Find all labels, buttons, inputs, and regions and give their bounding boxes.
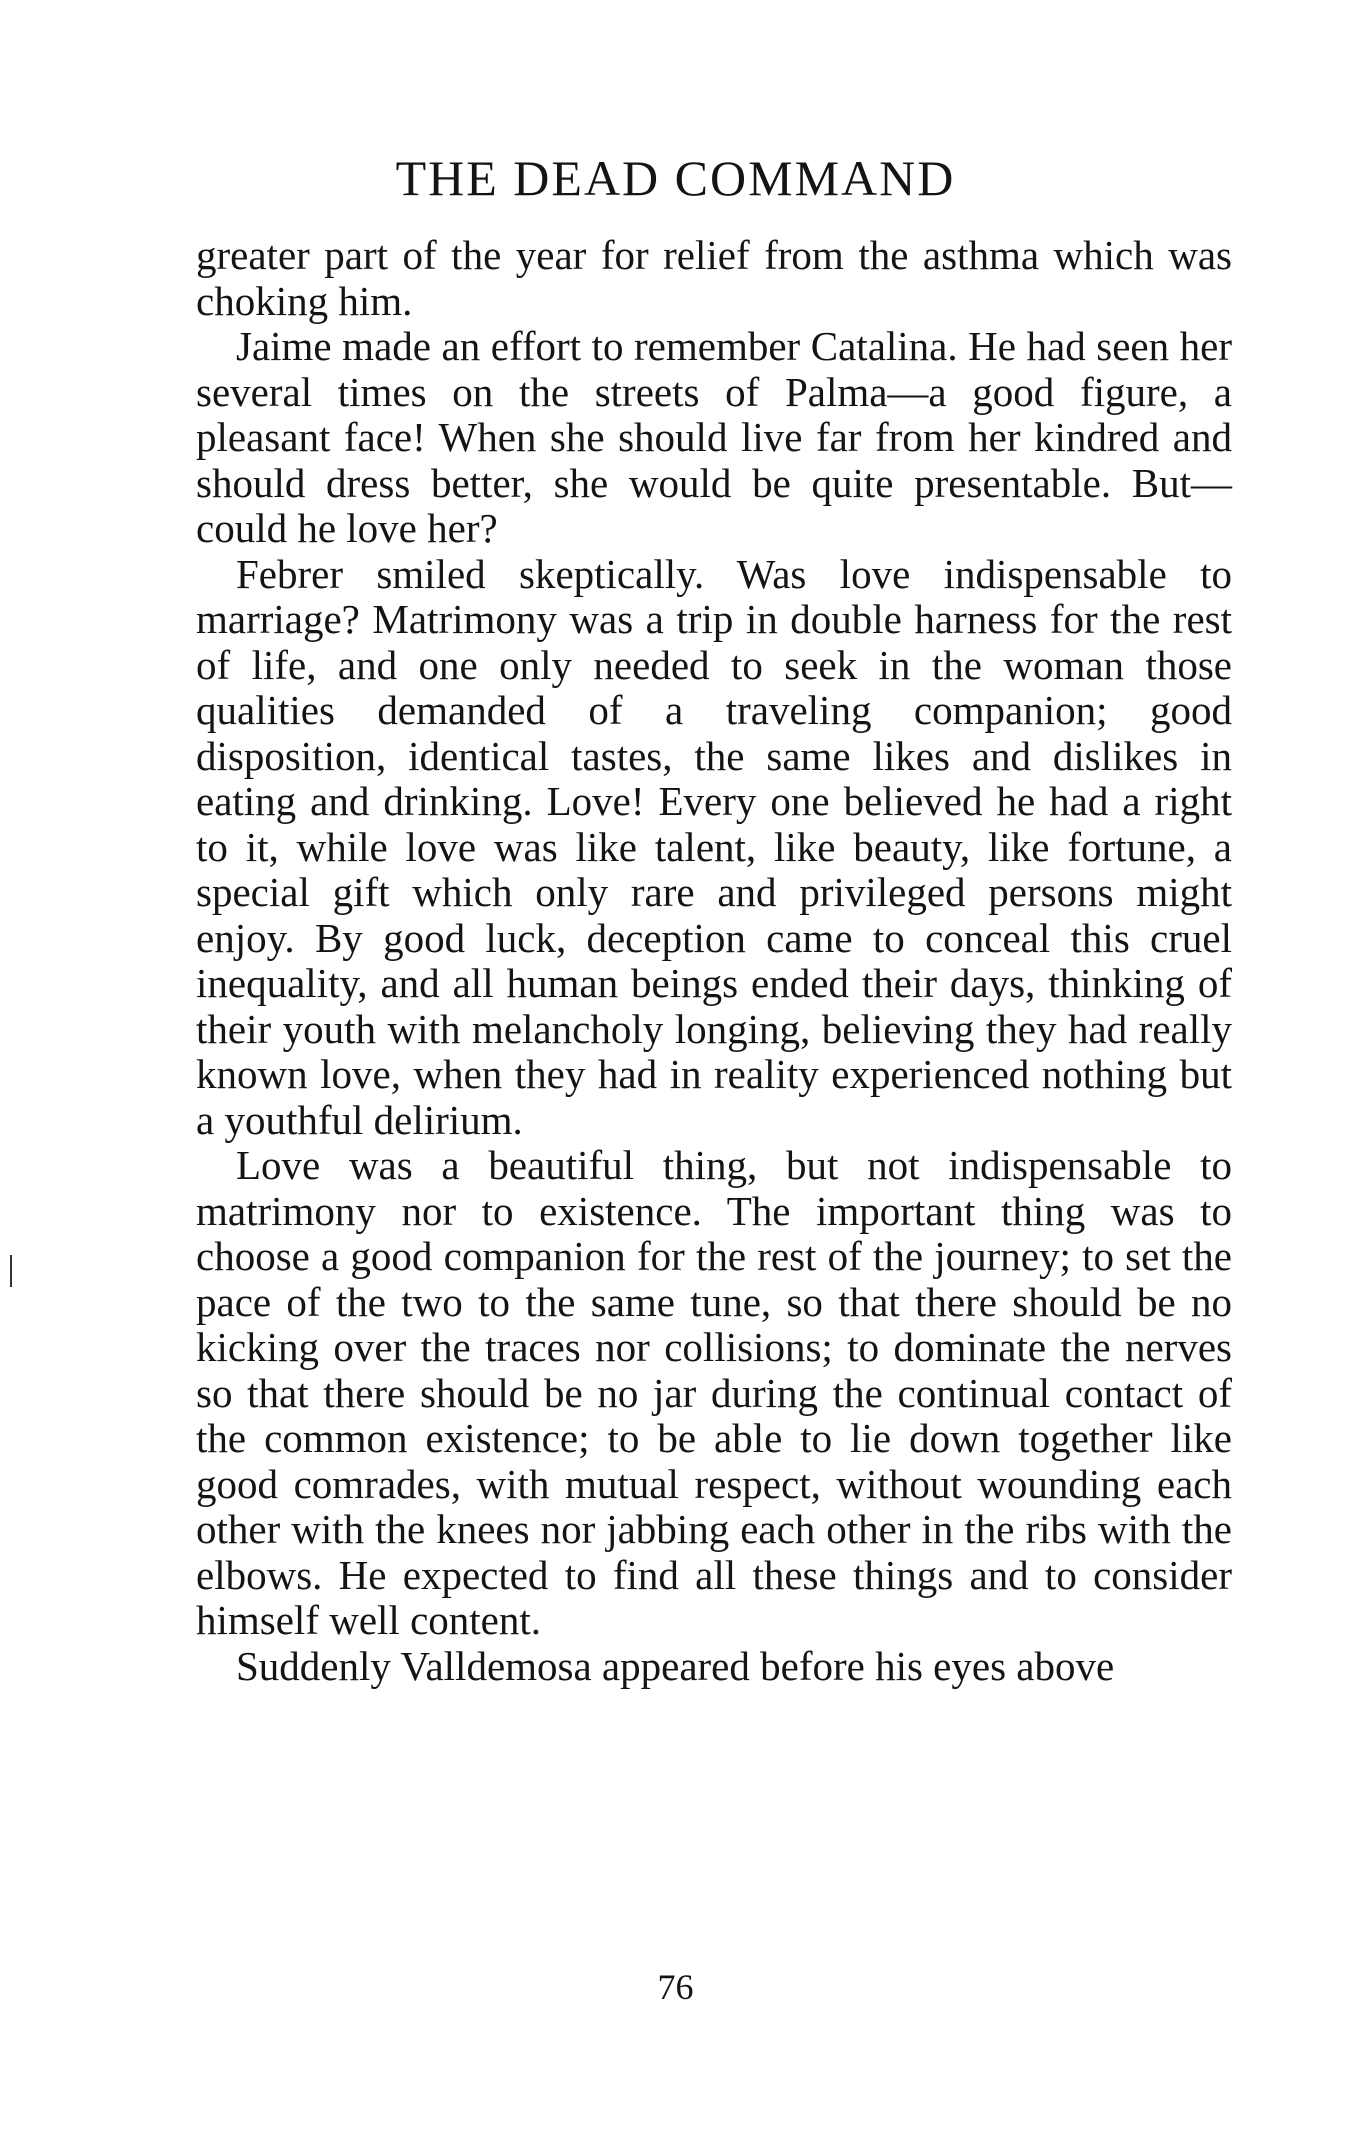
body-text	[196, 233, 1232, 1689]
running-title: THE DEAD COMMAND	[395, 150, 956, 206]
paragraph: Suddenly Valldemosa appeared before his eyes above	[236, 1642, 1115, 1689]
paragraph-continued: greater part of the year for relief from the asthma which was choking him.	[196, 232, 1232, 324]
paragraph: Love was a beautiful thing, but not indispensable to matrimony nor to existence. The important thing was to choose a good companion for the rest of the journey; to set the pace of the two to the same tune, so that there should be no kicking over the traces nor collisions; to dominate the nerves so that there should be no jar during the continual contact of the common existence; to be able to lie down together like good comrades, with mutual respect, without wounding each other with the knees nor jabbing each other in the ribs with the elbows. He expected to find all these things and to consider himself well content.	[196, 1142, 1232, 1643]
paragraph: Febrer smiled skeptically. Was love indispensable to marriage? Matrimony was a trip in double harness for the rest of life, and one only needed to seek in the woman those qualities demanded of a traveling companion; good disposition, identical tastes, the same likes and dislikes in eating and drinking. Love! Every one believed he had a right to it, while love was like talent, like beauty, like fortune, a special gift which only rare and privileged persons might enjoy. By good luck, deception came to conceal this cruel inequality, and all human beings ended their days, thinking of their youth with melancholy longing, believing they had really known love, when they had in reality experienced nothing but a youthful delirium.	[196, 550, 1232, 1143]
paragraph: Jaime made an effort to remember Catalina. He had seen her several times on the streets of Palma—a good figure, a pleasant face! When she should live far from her kindred and should dress better, she would be quite presentable. But—could he love her?	[196, 323, 1232, 551]
margin-mark	[10, 1255, 12, 1287]
page-number: 76	[657, 1967, 694, 2007]
